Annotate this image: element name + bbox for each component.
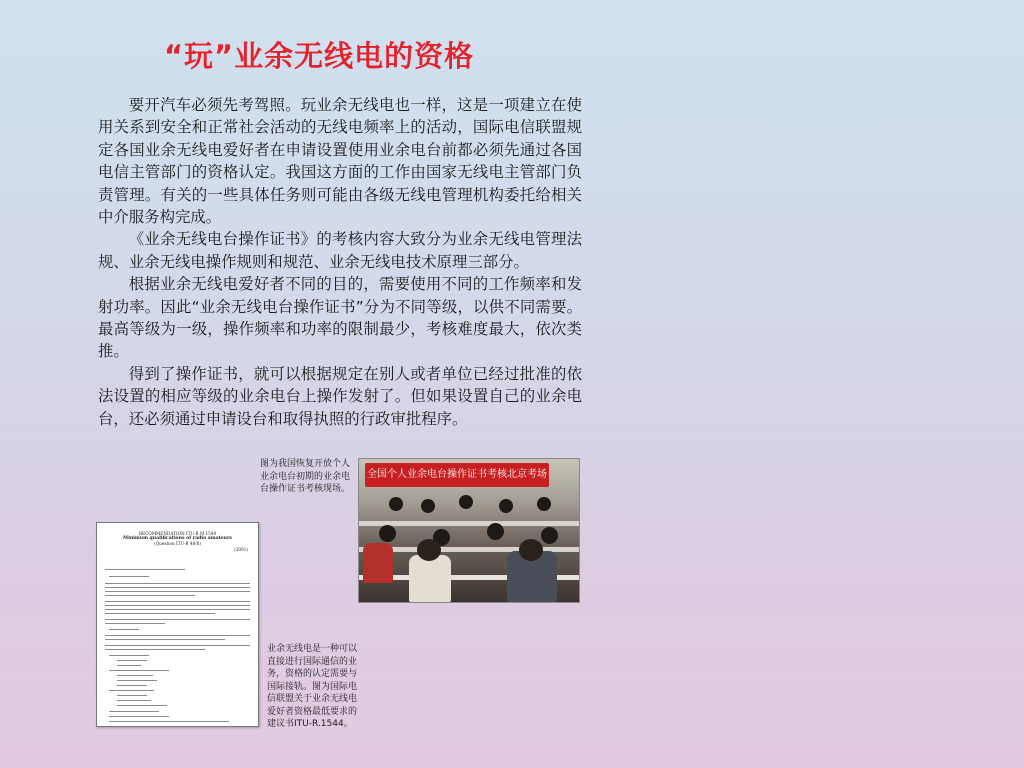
doc-text-line <box>109 629 139 630</box>
itu-recommendation-document <box>96 522 259 727</box>
doc-text-line <box>117 700 151 701</box>
doc-text-line <box>117 680 157 681</box>
exam-banner: 全国个人业余电台操作证书考核北京考场 <box>365 463 549 487</box>
doc-text-line <box>109 721 229 722</box>
doc-header-year: (2001) <box>234 546 248 552</box>
person <box>389 497 403 511</box>
person <box>379 525 396 542</box>
person <box>421 499 435 513</box>
doc-text-line <box>105 623 165 624</box>
paragraph: 《业余无线电台操作证书》的考核内容大致分为业余无线电管理法规、业余无线电操作规则和规范、业余无线电技术原理三部分。 <box>98 230 582 271</box>
doc-text-line <box>117 660 147 661</box>
doc-text-line <box>105 605 250 606</box>
doc-text-line <box>105 595 195 596</box>
doc-text-line <box>105 587 250 588</box>
desk-row <box>359 521 579 526</box>
person <box>541 527 558 544</box>
page-title: “玩”业余无线电的资格 <box>164 39 475 73</box>
doc-text-line <box>109 670 169 671</box>
doc-text-line <box>105 635 250 636</box>
doc-text-line <box>105 645 250 646</box>
doc-text-line <box>105 601 250 602</box>
doc-text-line <box>105 639 225 640</box>
doc-text-line <box>105 649 205 650</box>
person-front-head <box>417 539 441 561</box>
person-front-head <box>519 539 543 561</box>
doc-text-line <box>109 716 169 717</box>
doc-text-line <box>109 655 149 656</box>
doc-text-line <box>117 705 167 706</box>
doc-text-line <box>117 665 141 666</box>
doc-text-line <box>105 619 250 620</box>
person <box>499 499 513 513</box>
doc-text-line <box>109 576 149 577</box>
doc-text-line <box>117 675 153 676</box>
doc-header-title: Minimum qualifications of radio amateurs <box>122 536 233 542</box>
doc-text-line <box>117 695 147 696</box>
doc-text-line <box>105 613 215 614</box>
paragraph: 得到了操作证书，就可以根据规定在别人或者单位已经过批准的依法设置的相应等级的业余电台上操作发射了。但如果设置自己的业余电台，还必须通过申请设台和取得执照的行政审批程序。 <box>98 364 582 428</box>
doc-text-line <box>105 583 250 584</box>
paragraph: 根据业余无线电爱好者不同的目的，需要使用不同的工作频率和发射功率。因此“业余无线电台操作证书”分为不同等级，以供不同需要。最高等级为一级，操作频率和功率的限制最少，考核难度最大，依次类推。 <box>98 275 582 361</box>
person <box>459 495 473 509</box>
doc-text-line <box>117 685 147 686</box>
doc-header-line: RECOMMENDATION ITU-R M.1544 <box>138 531 217 536</box>
doc-header-line: (Question ITU-R 48/8) <box>154 541 201 547</box>
doc-text-line <box>105 569 185 570</box>
document-caption: 业余无线电是一种可以直接进行国际通信的业务，资格的认定需要与国际接轨。图为国际电信联盟关于业余无线电爱好者资格最低要求的建议书ITU-R.1544。 <box>267 644 358 729</box>
person-red-coat <box>363 543 393 583</box>
person <box>487 523 504 540</box>
doc-text-line <box>109 711 159 712</box>
person <box>537 497 551 511</box>
article-body <box>98 94 582 430</box>
person-front <box>409 555 451 602</box>
photo-caption: 图为我国恢复开放个人业余电台初期的业余电台操作证书考核现场。 <box>260 459 351 494</box>
doc-text-line <box>105 609 250 610</box>
doc-text-line <box>109 690 154 691</box>
paragraph: 要开汽车必须先考驾照。玩业余无线电也一样，这是一项建立在使用关系到安全和正常社会活动的无线电频率上的活动，国际电信联盟规定各国业余无线电爱好者在申请设置使用业余电台前都必须先通过各国电信主管部门的资格认定。我国这方面的工作由国家无线电主管部门负责管理。有关的一些具体任务则可能由各级无线电管理机构委托给相关中介服务构完成。 <box>98 96 582 227</box>
doc-text-line <box>105 591 250 592</box>
exam-room-photo <box>358 458 580 603</box>
